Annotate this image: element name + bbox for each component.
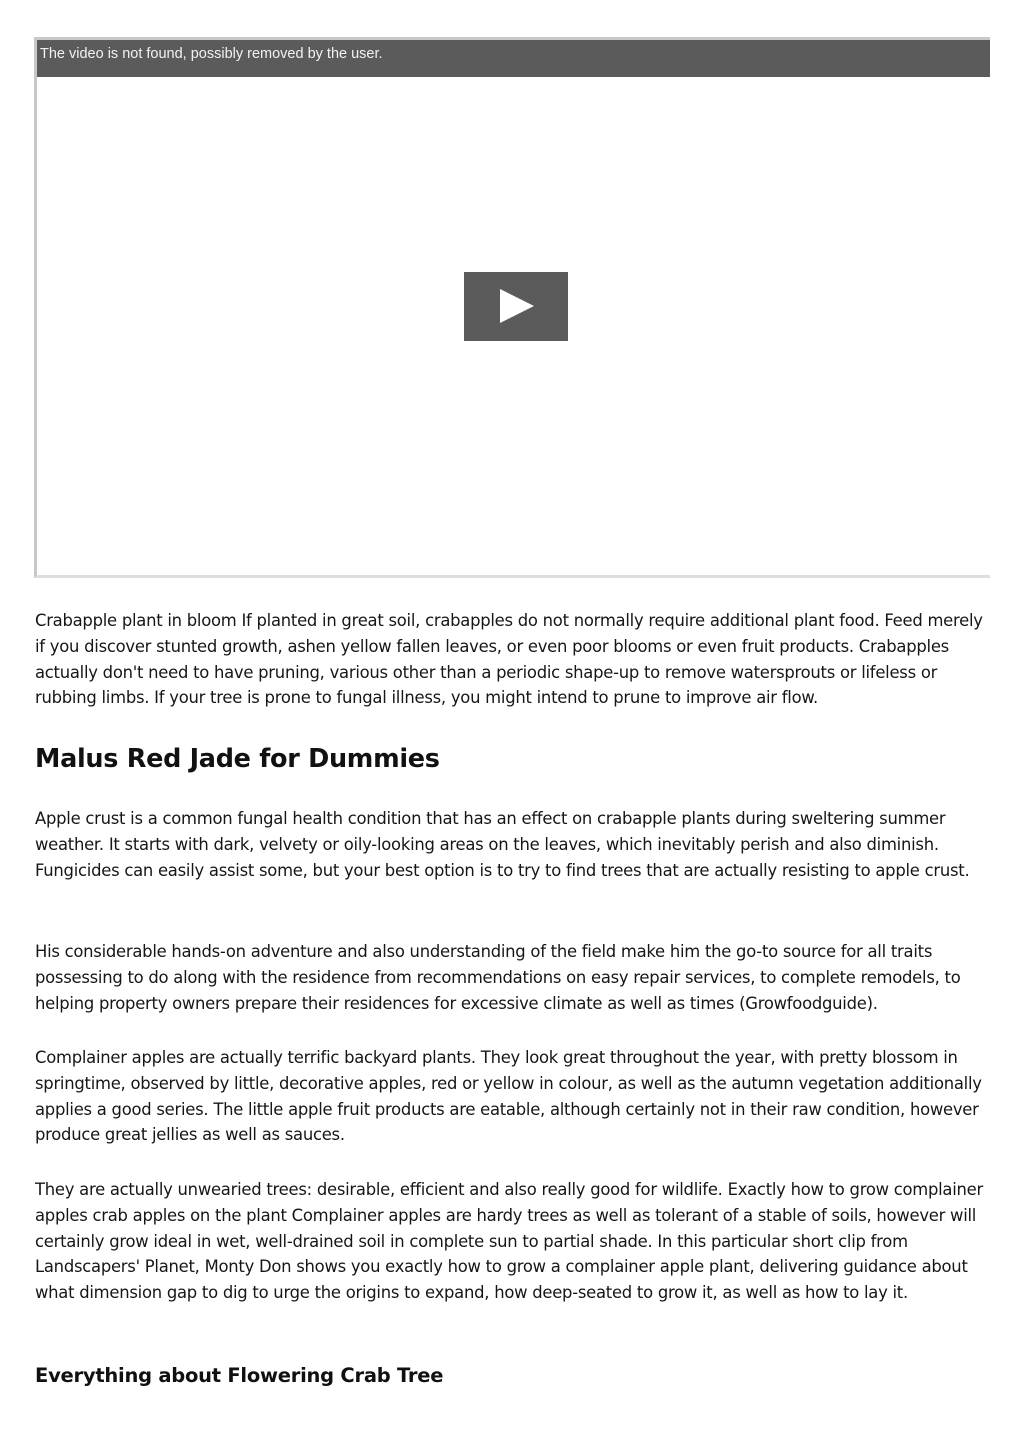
article-paragraph: They are actually unwearied trees: desirable, efficient and also really good for wildlife. Exactly how to grow complainer apples crab apples on the plant Complainer apples are hardy trees as well as tolerant of a stable of soils, however will certainly grow ideal in wet, well-drained soil in complete sun to partial shade. In this particular short clip from Landscapers' Planet, Monty Don shows you exactly how to grow a complainer apple plant, delivering guidance about what dimension gap to dig to urge the origins to expand, how deep-seated to grow it, as well as how to lay it. <box>35 1180 983 1303</box>
section-subheading: Everything about Flowering Crab Tree <box>35 1364 444 1387</box>
section-heading: Malus Red Jade for Dummies <box>35 744 440 774</box>
play-icon <box>500 289 534 323</box>
video-title-bar <box>37 40 990 77</box>
play-button[interactable] <box>464 272 568 341</box>
video-error-message: The video is not found, possibly removed by the user. <box>40 46 383 62</box>
article-paragraph: Apple crust is a common fungal health condition that has an effect on crabapple plants during sweltering summer weather. It starts with dark, velvety or oily-looking areas on the leaves, which inevitably perish and also diminish. Fungicides can easily assist some, but your best option is to try to find trees that are actually resisting to apple crust. <box>35 809 970 880</box>
article-paragraph: Complainer apples are actually terrific backyard plants. They look great throughout the year, with pretty blossom in springtime, observed by little, decorative apples, red or yellow in colour, as well as the autumn vegetation additionally applies a good series. The little apple fruit products are eatable, although certainly not in their raw condition, however produce great jellies as well as sauces. <box>35 1048 982 1145</box>
article-paragraph: His considerable hands-on adventure and also understanding of the field make him the go-to source for all traits possessing to do along with the residence from recommendations on easy repair services, to complete remodels, to helping property owners prepare their residences for excessive climate as well as times (Growfoodguide). <box>35 942 961 1013</box>
article-paragraph: Crabapple plant in bloom If planted in great soil, crabapples do not normally require additional plant food. Feed merely if you discover stunted growth, ashen yellow fallen leaves, or even poor blooms or even fruit products. Crabapples actually don't need to have pruning, various other than a periodic shape-up to remove watersprouts or lifeless or rubbing limbs. If your tree is prone to fungal illness, you might intend to prune to improve air flow. <box>35 611 983 708</box>
video-embed[interactable] <box>34 37 990 578</box>
